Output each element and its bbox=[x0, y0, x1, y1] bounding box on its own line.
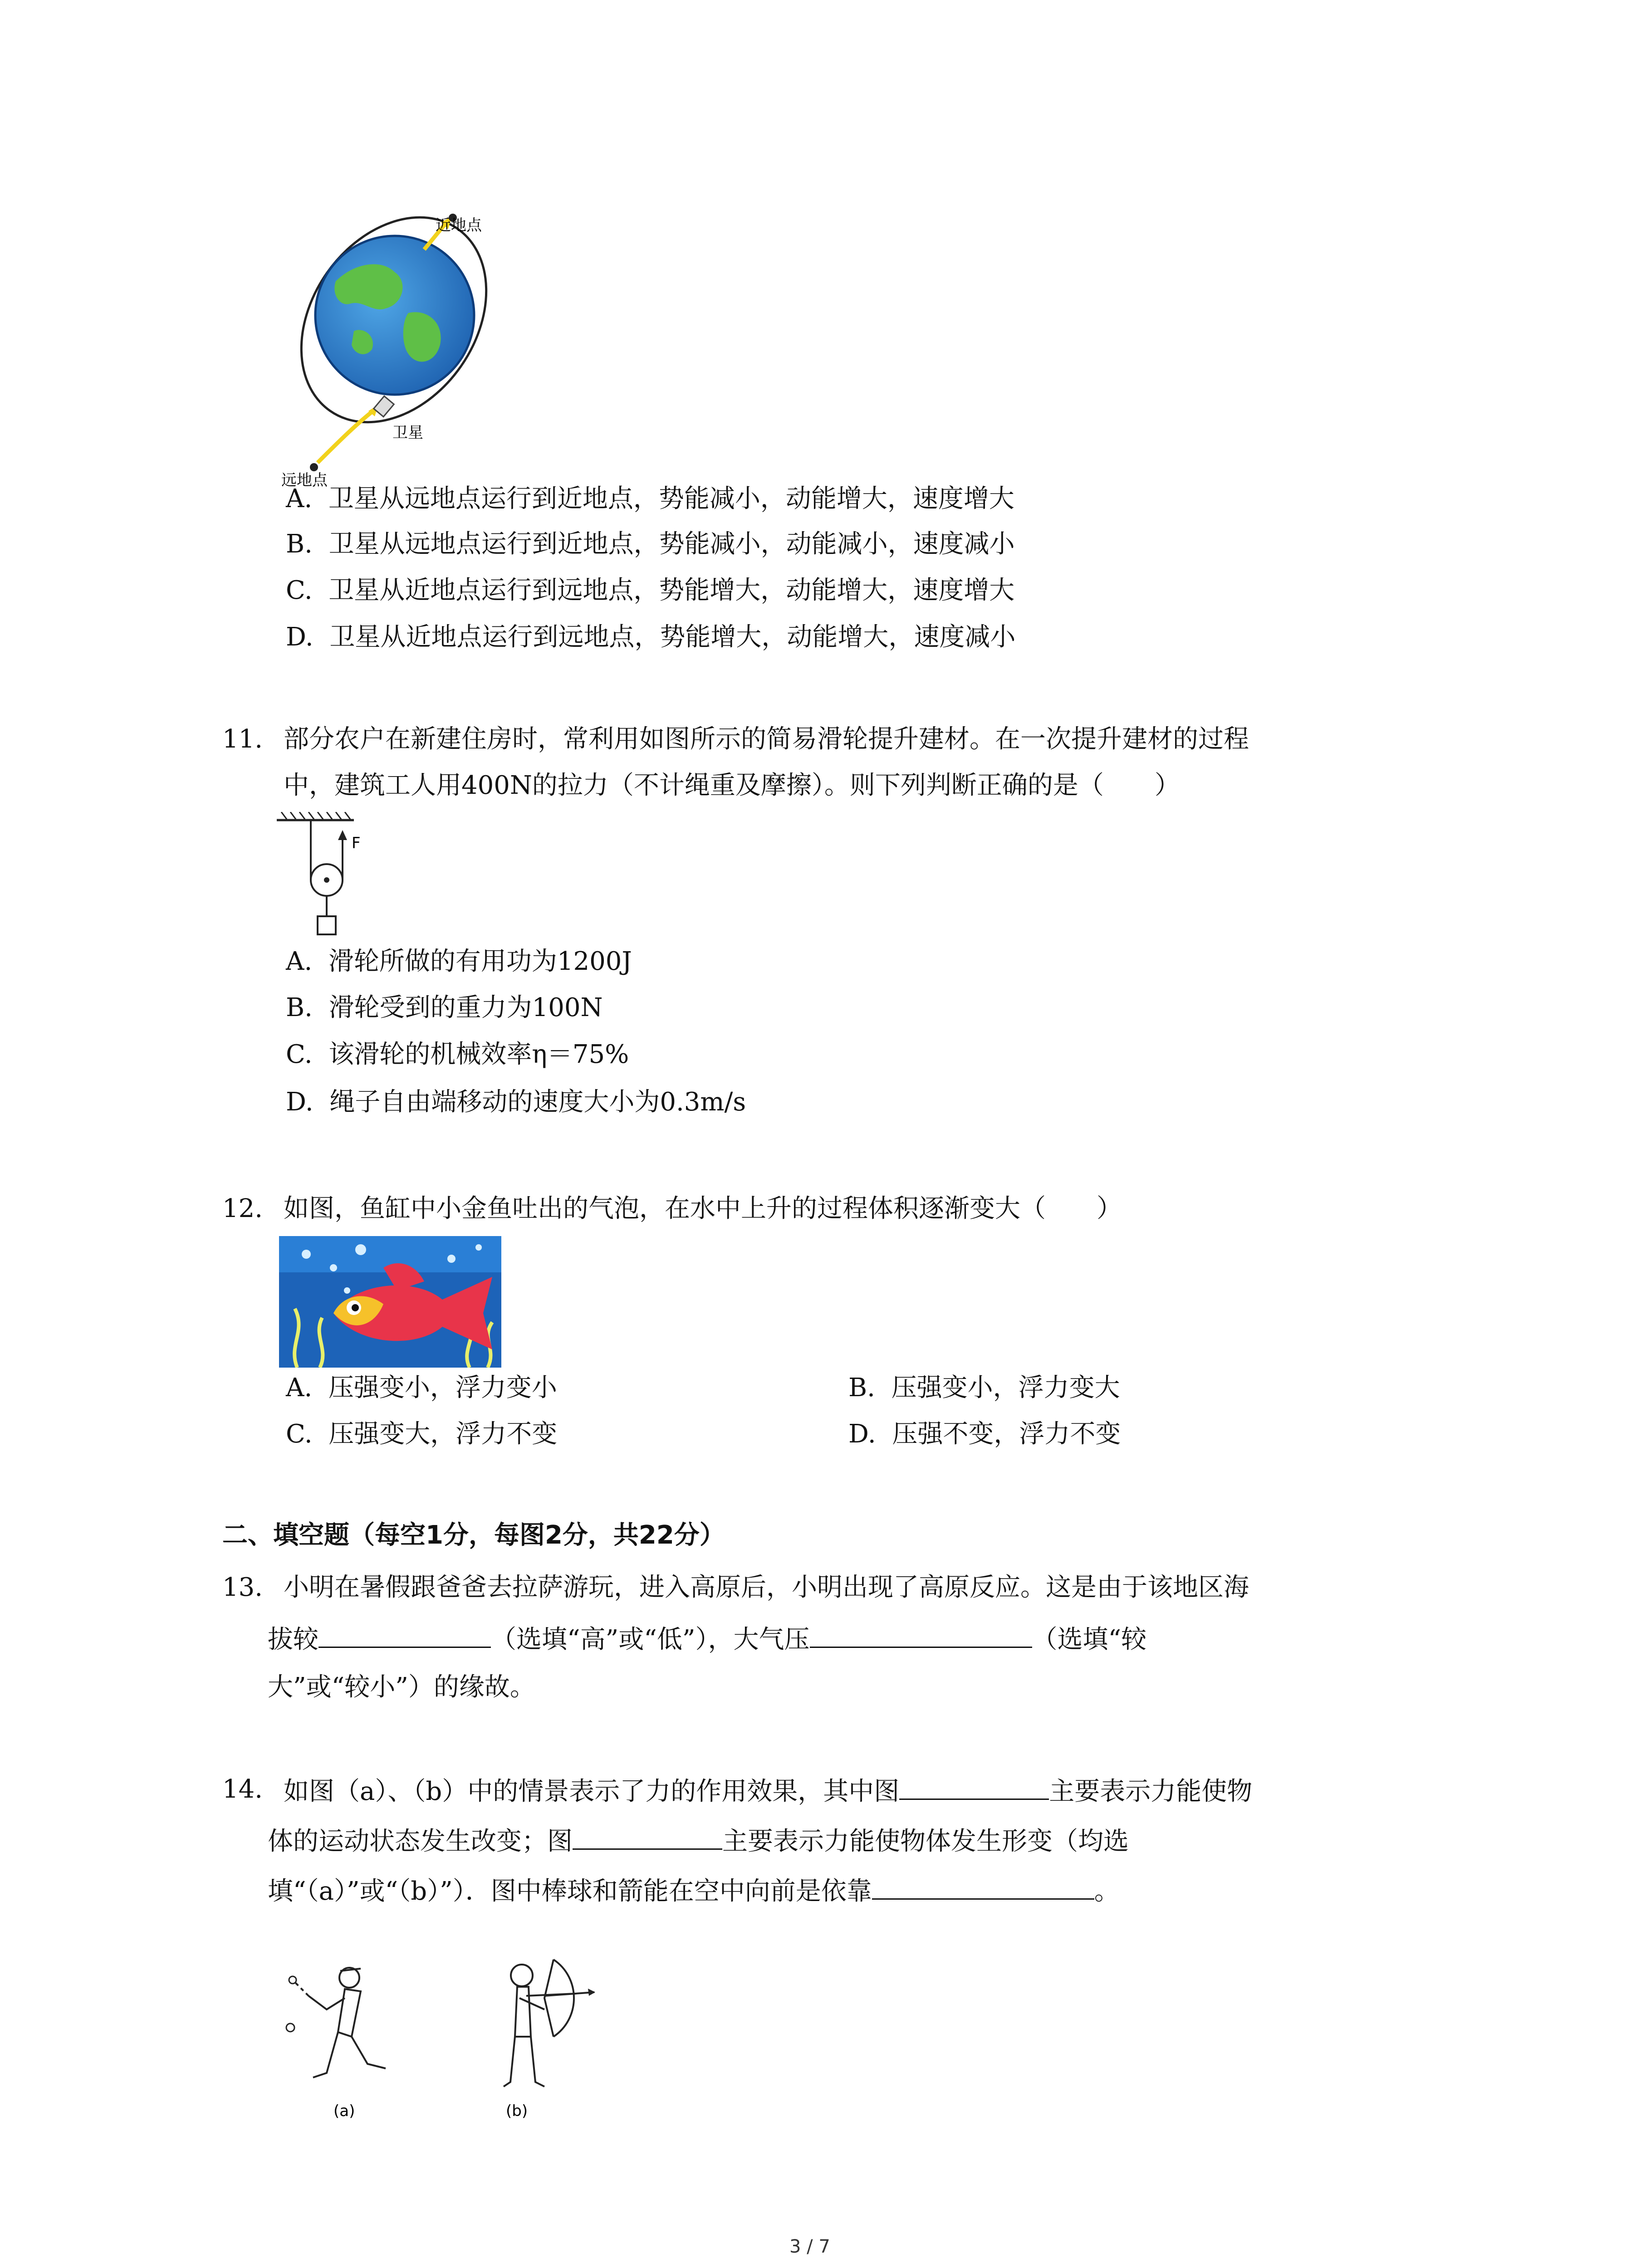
q12-number: 12. bbox=[222, 1194, 263, 1223]
caption-a: (a) bbox=[333, 2102, 355, 2120]
q14-blank-2[interactable] bbox=[573, 1821, 722, 1850]
baseball-player-figure bbox=[277, 1955, 413, 2123]
satellite-orbit-figure bbox=[272, 209, 526, 490]
q14-line3: 填“（a）”或“（b）”）．图中棒球和箭能在空中向前是依靠 。 bbox=[268, 1871, 1120, 1910]
q10-option-a: A. 卫星从远地点运行到近地点，势能减小，动能增大，速度增大 bbox=[286, 484, 1014, 513]
q13-line1: 小明在暑假跟爸爸去拉萨游玩，进入高原后，小明出现了高原反应。这是由于该地区海 bbox=[284, 1573, 1249, 1602]
goldfish-figure bbox=[279, 1236, 501, 1368]
label-force-f: F bbox=[352, 834, 361, 852]
q13-line2: 拔较 （选填“高”或“低”），大气压 （选填“较 bbox=[268, 1619, 1146, 1658]
q10-option-d: D. 卫星从近地点运行到远地点，势能增大，动能增大，速度减小 bbox=[286, 622, 1016, 652]
label-perigee: 近地点 bbox=[436, 216, 482, 235]
q12-stem: 如图，鱼缸中小金鱼吐出的气泡，在水中上升的过程体积逐渐变大（ ） bbox=[284, 1194, 1122, 1223]
q12-option-b: B. 压强变小，浮力变大 bbox=[848, 1373, 1120, 1403]
q11-option-d: D. 绳子自由端移动的速度大小为0.3m/s bbox=[286, 1087, 746, 1117]
archer-figure bbox=[490, 1950, 603, 2123]
q11-number: 11. bbox=[222, 724, 263, 754]
q14-line1: 如图（a）、（b）中的情景表示了力的作用效果，其中图 主要表示力能使物 bbox=[284, 1771, 1252, 1810]
pulley-figure bbox=[277, 812, 377, 948]
q11-stem-line1: 部分农户在新建住房时，常利用如图所示的简易滑轮提升建材。在一次提升建材的过程 bbox=[284, 724, 1249, 754]
q10-option-b: B. 卫星从远地点运行到近地点，势能减小，动能减小，速度减小 bbox=[286, 529, 1015, 559]
q11-option-a: A. 滑轮所做的有用功为1200J bbox=[286, 947, 632, 976]
q12-option-d: D. 压强不变，浮力不变 bbox=[848, 1419, 1121, 1449]
q12-option-a: A. 压强变小，浮力变小 bbox=[286, 1373, 557, 1403]
page-number: 3 / 7 bbox=[789, 2236, 830, 2257]
section-2-title: 二、填空题（每空1分，每图2分，共22分） bbox=[222, 1520, 725, 1550]
label-apogee: 远地点 bbox=[281, 471, 328, 489]
q13-blank-1[interactable] bbox=[318, 1619, 491, 1648]
q14-number: 14. bbox=[222, 1774, 263, 1804]
q12-option-c: C. 压强变大，浮力不变 bbox=[286, 1419, 558, 1449]
q11-option-c: C. 该滑轮的机械效率η＝75% bbox=[286, 1040, 629, 1069]
q11-option-b: B. 滑轮受到的重力为100N bbox=[286, 993, 603, 1022]
q13-line3: 大”或“较小”）的缘故。 bbox=[268, 1672, 535, 1702]
q13-number: 13. bbox=[222, 1573, 263, 1602]
q13-blank-2[interactable] bbox=[810, 1619, 1032, 1648]
q14-blank-1[interactable] bbox=[899, 1771, 1049, 1800]
q10-option-c: C. 卫星从近地点运行到远地点，势能增大，动能增大，速度增大 bbox=[286, 576, 1015, 605]
label-satellite: 卫星 bbox=[392, 424, 423, 442]
q14-blank-3[interactable] bbox=[872, 1871, 1094, 1900]
caption-b: (b) bbox=[506, 2102, 528, 2120]
q14-line2: 体的运动状态发生改变；图 主要表示力能使物体发生形变（均选 bbox=[268, 1821, 1129, 1860]
q11-stem-line2: 中，建筑工人用400N的拉力（不计绳重及摩擦）。则下列判断正确的是（ ） bbox=[284, 771, 1180, 800]
